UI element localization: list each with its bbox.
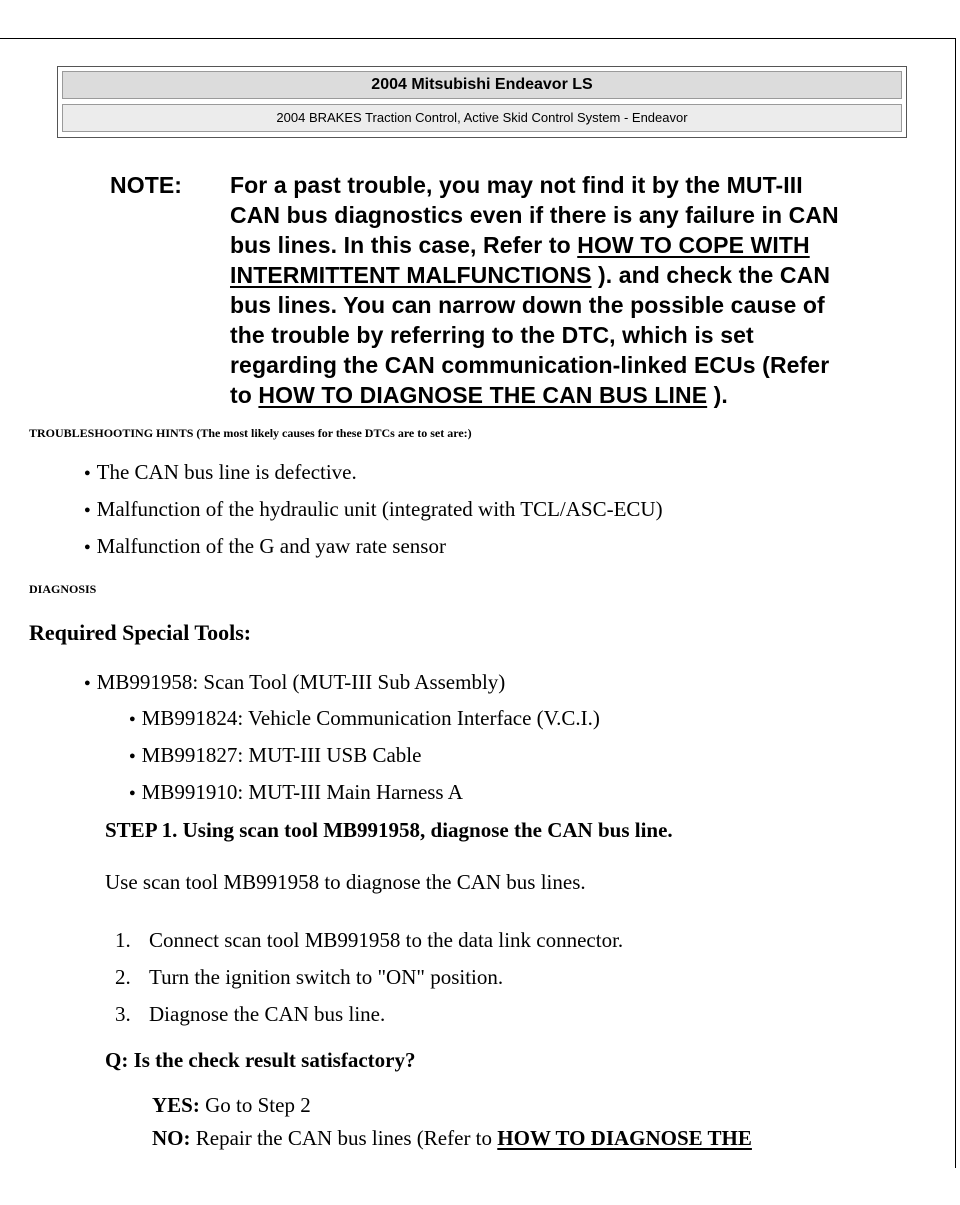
note-line: INTERMITTENT MALFUNCTIONS ). and check the CAN xyxy=(230,262,831,288)
step1-title: STEP 1. Using scan tool MB991958, diagnose the CAN bus line. xyxy=(105,818,673,842)
note-text xyxy=(230,170,900,410)
note-line: CAN bus diagnostics even if there is any failure in CAN xyxy=(230,202,839,228)
note-line: regarding the CAN communication-linked ECUs (Refer xyxy=(230,352,830,378)
list-item: ● Malfunction of the hydraulic unit (integrated with TCL/ASC-ECU) xyxy=(84,491,663,528)
diagnose-can-bus-link-2[interactable]: HOW TO DIAGNOSE THE xyxy=(497,1126,752,1150)
list-item: ● Malfunction of the G and yaw rate sensor xyxy=(84,528,663,565)
cope-intermittent-link-cont[interactable]: INTERMITTENT MALFUNCTIONS xyxy=(230,262,592,288)
diagnosis-heading: DIAGNOSIS xyxy=(29,582,97,596)
diagnose-can-bus-link[interactable]: HOW TO DIAGNOSE THE CAN BUS LINE xyxy=(258,382,708,408)
hints-list xyxy=(84,454,663,565)
cope-intermittent-link[interactable]: HOW TO COPE WITH xyxy=(577,232,810,258)
step1-intro: Use scan tool MB991958 to diagnose the CAN bus lines. xyxy=(105,870,586,894)
list-item: ● MB991827: MUT-III USB Cable xyxy=(129,737,600,774)
note-line: the trouble by referring to the DTC, which is set xyxy=(230,322,754,348)
list-item: 2. Turn the ignition switch to "ON" position. xyxy=(115,965,504,989)
question: Q: Is the check result satisfactory? xyxy=(105,1048,416,1072)
tool-sub-list xyxy=(129,700,600,811)
answer-yes: YES: Go to Step 2 xyxy=(152,1093,311,1117)
list-item: 3. Diagnose the CAN bus line. xyxy=(115,1002,386,1026)
note-line: For a past trouble, you may not find it by the MUT-III xyxy=(230,172,803,198)
tool-list xyxy=(84,664,505,701)
list-item: ● MB991824: Vehicle Communication Interface (V.C.I.) xyxy=(129,700,600,737)
troubleshooting-hints-heading: TROUBLESHOOTING HINTS (The most likely causes for these DTCs are to set are:) xyxy=(29,426,472,440)
required-tools-title: Required Special Tools: xyxy=(29,620,252,645)
note-line: to HOW TO DIAGNOSE THE CAN BUS LINE ). xyxy=(230,382,728,408)
answer-no: NO: Repair the CAN bus lines (Refer to HOW TO DIAGNOSE THE xyxy=(152,1126,752,1150)
section-title: 2004 BRAKES Traction Control, Active Skid Control System - Endeavor xyxy=(62,104,902,132)
list-item: ● The CAN bus line is defective. xyxy=(84,454,663,491)
list-item: ● MB991958: Scan Tool (MUT-III Sub Assembly) xyxy=(84,664,505,701)
document-header xyxy=(57,66,907,138)
step1-procedure xyxy=(115,922,623,1033)
note-line: bus lines. You can narrow down the possible cause of xyxy=(230,292,825,318)
note-line: bus lines. In this case, Refer to HOW TO COPE WITH xyxy=(230,232,810,258)
list-item: ● MB991910: MUT-III Main Harness A xyxy=(129,774,600,811)
note-label: NOTE: xyxy=(110,172,183,198)
list-item: 1. Connect scan tool MB991958 to the data link connector. xyxy=(115,928,624,952)
vehicle-title: 2004 Mitsubishi Endeavor LS xyxy=(62,71,902,99)
